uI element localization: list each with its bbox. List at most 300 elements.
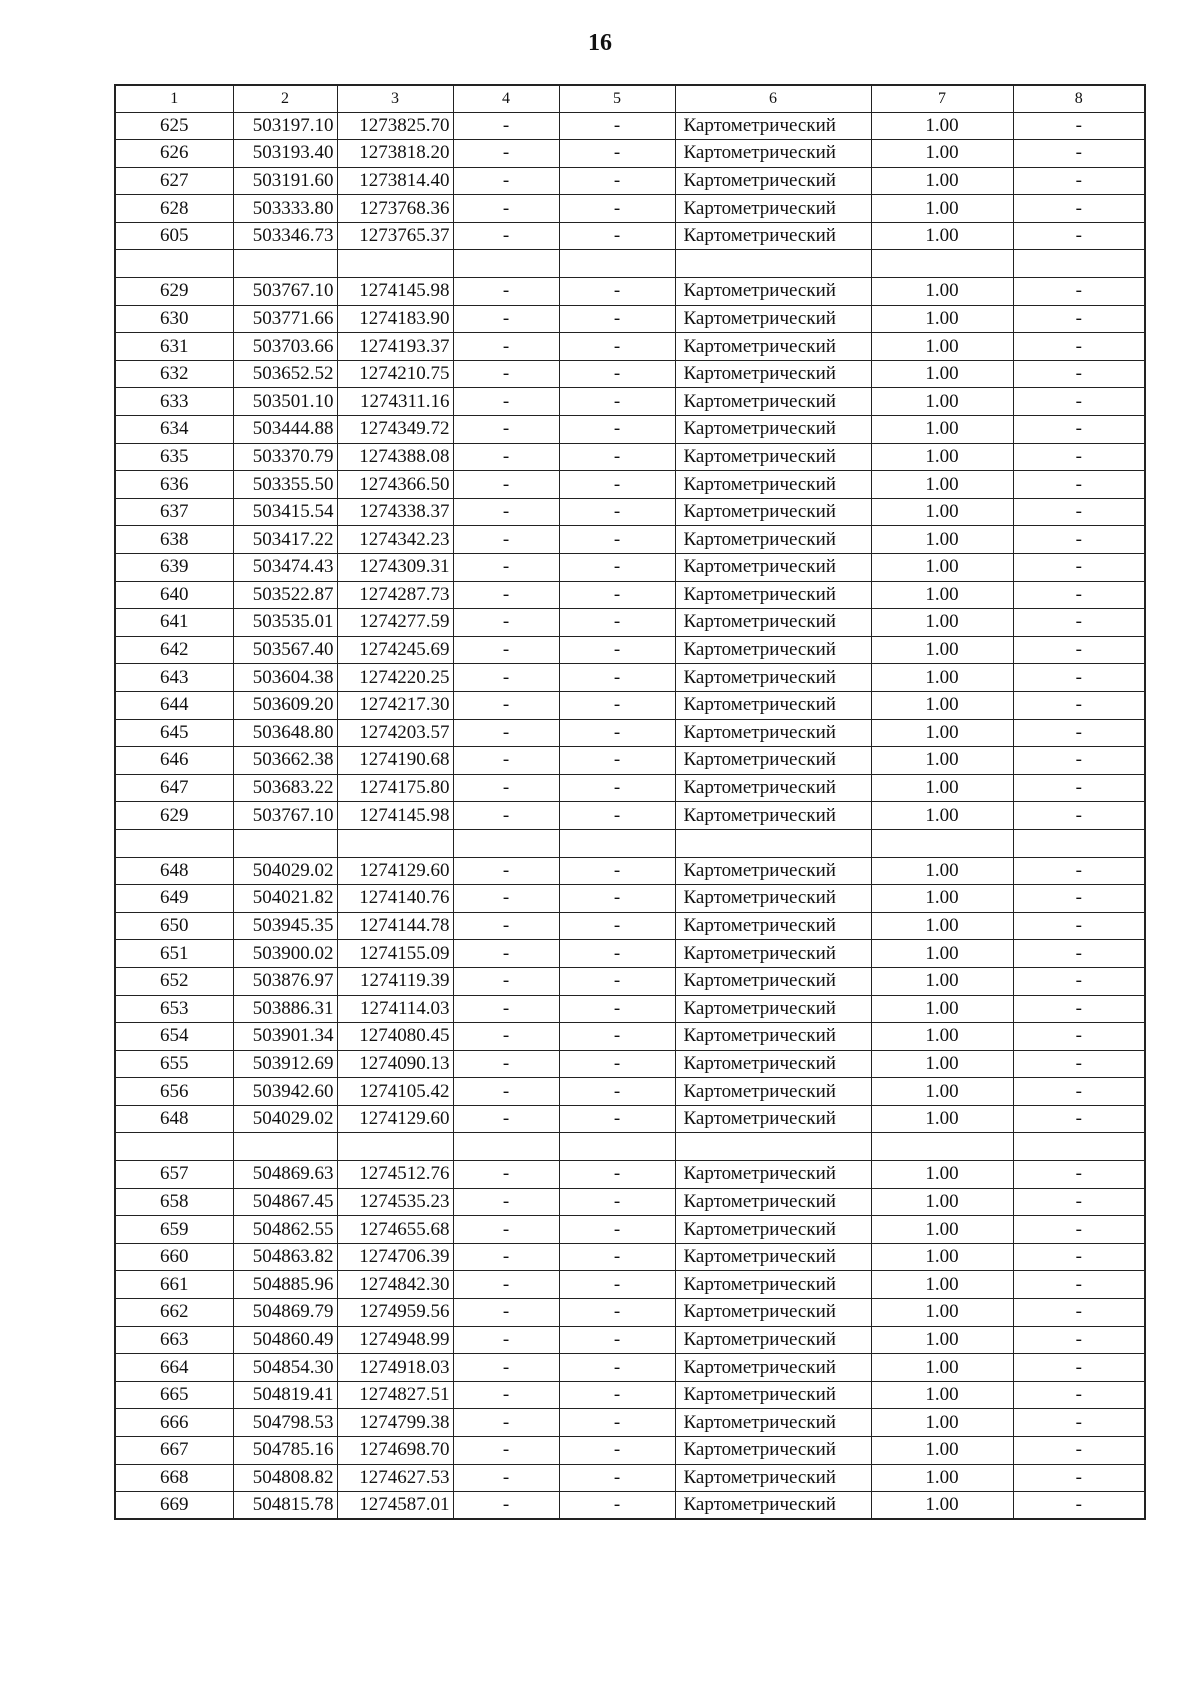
table-row <box>115 416 1145 444</box>
point-number-cell: 663 <box>115 1326 233 1354</box>
method-cell: Картометрический <box>675 554 871 582</box>
point-number-cell: 629 <box>115 278 233 306</box>
method-cell: Картометрический <box>675 471 871 499</box>
table-row <box>115 222 1145 250</box>
method-cell: Картометрический <box>675 112 871 140</box>
column-8-cell: - <box>1013 1050 1145 1078</box>
column-5-cell: - <box>559 305 675 333</box>
table-row <box>115 609 1145 637</box>
table-row <box>115 1409 1145 1437</box>
column-5-cell: - <box>559 747 675 775</box>
column-4-cell: - <box>453 636 559 664</box>
accuracy-cell: 1.00 <box>871 967 1013 995</box>
column-5-cell: - <box>559 1216 675 1244</box>
column-5-cell: - <box>559 443 675 471</box>
point-number-cell <box>115 250 233 278</box>
column-5-cell: - <box>559 967 675 995</box>
column-8-cell: - <box>1013 636 1145 664</box>
table-row <box>115 967 1145 995</box>
column-5-cell: - <box>559 1050 675 1078</box>
column-5-cell: - <box>559 664 675 692</box>
column-5-cell: - <box>559 1492 675 1520</box>
header-cell-1: 1 <box>115 85 233 112</box>
table-row <box>115 1216 1145 1244</box>
x-coordinate-cell: 503333.80 <box>233 195 337 223</box>
y-coordinate-cell: 1273765.37 <box>337 222 453 250</box>
y-coordinate-cell: 1274827.51 <box>337 1381 453 1409</box>
column-8-cell: - <box>1013 581 1145 609</box>
x-coordinate-cell: 503767.10 <box>233 802 337 830</box>
y-coordinate-cell: 1273825.70 <box>337 112 453 140</box>
x-coordinate-cell: 503942.60 <box>233 1078 337 1106</box>
method-cell: Картометрический <box>675 940 871 968</box>
x-coordinate-cell: 503197.10 <box>233 112 337 140</box>
point-number-cell: 625 <box>115 112 233 140</box>
accuracy-cell: 1.00 <box>871 388 1013 416</box>
y-coordinate-cell: 1274140.76 <box>337 885 453 913</box>
column-8-cell: - <box>1013 609 1145 637</box>
point-number-cell: 665 <box>115 1381 233 1409</box>
x-coordinate-cell: 503945.35 <box>233 912 337 940</box>
column-5-cell: - <box>559 885 675 913</box>
column-5-cell: - <box>559 581 675 609</box>
column-5-cell: - <box>559 498 675 526</box>
header-cell-2: 2 <box>233 85 337 112</box>
table-row <box>115 1023 1145 1051</box>
column-8-cell: - <box>1013 278 1145 306</box>
column-4-cell: - <box>453 1078 559 1106</box>
point-number-cell: 648 <box>115 1105 233 1133</box>
column-4-cell: - <box>453 471 559 499</box>
table-row <box>115 691 1145 719</box>
column-8-cell: - <box>1013 1078 1145 1106</box>
table-row <box>115 747 1145 775</box>
x-coordinate-cell: 503444.88 <box>233 416 337 444</box>
column-4-cell: - <box>453 967 559 995</box>
point-number-cell: 634 <box>115 416 233 444</box>
column-8-cell: - <box>1013 912 1145 940</box>
accuracy-cell: 1.00 <box>871 222 1013 250</box>
y-coordinate-cell: 1274535.23 <box>337 1188 453 1216</box>
accuracy-cell: 1.00 <box>871 167 1013 195</box>
y-coordinate-cell: 1274959.56 <box>337 1299 453 1327</box>
method-cell: Картометрический <box>675 1161 871 1189</box>
x-coordinate-cell: 504798.53 <box>233 1409 337 1437</box>
column-8-cell: - <box>1013 1188 1145 1216</box>
table-row <box>115 305 1145 333</box>
column-8-cell: - <box>1013 940 1145 968</box>
table-row <box>115 1299 1145 1327</box>
x-coordinate-cell: 503912.69 <box>233 1050 337 1078</box>
point-number-cell <box>115 1133 233 1161</box>
y-coordinate-cell <box>337 1133 453 1161</box>
column-8-cell: - <box>1013 967 1145 995</box>
method-cell: Картометрический <box>675 967 871 995</box>
accuracy-cell: 1.00 <box>871 691 1013 719</box>
point-number-cell: 635 <box>115 443 233 471</box>
page-number: 16 <box>588 30 612 56</box>
table-row <box>115 995 1145 1023</box>
accuracy-cell: 1.00 <box>871 1188 1013 1216</box>
method-cell: Картометрический <box>675 1216 871 1244</box>
column-5-cell: - <box>559 554 675 582</box>
column-4-cell <box>453 1133 559 1161</box>
y-coordinate-cell: 1274311.16 <box>337 388 453 416</box>
x-coordinate-cell: 504819.41 <box>233 1381 337 1409</box>
y-coordinate-cell: 1274090.13 <box>337 1050 453 1078</box>
table-row <box>115 802 1145 830</box>
method-cell: Картометрический <box>675 609 871 637</box>
y-coordinate-cell: 1274155.09 <box>337 940 453 968</box>
column-4-cell <box>453 829 559 857</box>
table-row <box>115 719 1145 747</box>
point-number-cell: 668 <box>115 1464 233 1492</box>
point-number-cell: 645 <box>115 719 233 747</box>
column-8-cell: - <box>1013 140 1145 168</box>
column-5-cell: - <box>559 195 675 223</box>
point-number-cell: 627 <box>115 167 233 195</box>
method-cell: Картометрический <box>675 581 871 609</box>
point-number-cell: 653 <box>115 995 233 1023</box>
column-4-cell: - <box>453 1381 559 1409</box>
column-4-cell: - <box>453 333 559 361</box>
method-cell: Картометрический <box>675 1354 871 1382</box>
method-cell: Картометрический <box>675 885 871 913</box>
column-5-cell: - <box>559 1188 675 1216</box>
x-coordinate-cell <box>233 1133 337 1161</box>
x-coordinate-cell: 503193.40 <box>233 140 337 168</box>
accuracy-cell: 1.00 <box>871 1161 1013 1189</box>
column-5-cell: - <box>559 774 675 802</box>
column-4-cell: - <box>453 1243 559 1271</box>
x-coordinate-cell: 504815.78 <box>233 1492 337 1520</box>
x-coordinate-cell: 503876.97 <box>233 967 337 995</box>
x-coordinate-cell: 503604.38 <box>233 664 337 692</box>
column-5-cell: - <box>559 1326 675 1354</box>
column-4-cell: - <box>453 940 559 968</box>
column-8-cell: - <box>1013 995 1145 1023</box>
table-row <box>115 333 1145 361</box>
column-4-cell: - <box>453 609 559 637</box>
table-row <box>115 526 1145 554</box>
method-cell: Картометрический <box>675 1243 871 1271</box>
column-5-cell: - <box>559 1243 675 1271</box>
column-8-cell: - <box>1013 498 1145 526</box>
accuracy-cell: 1.00 <box>871 554 1013 582</box>
table-row <box>115 167 1145 195</box>
table-row <box>115 1437 1145 1465</box>
x-coordinate-cell: 503901.34 <box>233 1023 337 1051</box>
column-8-cell: - <box>1013 333 1145 361</box>
accuracy-cell <box>871 250 1013 278</box>
column-4-cell: - <box>453 360 559 388</box>
accuracy-cell: 1.00 <box>871 278 1013 306</box>
table-row <box>115 1243 1145 1271</box>
y-coordinate-cell: 1273814.40 <box>337 167 453 195</box>
column-4-cell: - <box>453 195 559 223</box>
column-4-cell: - <box>453 1023 559 1051</box>
y-coordinate-cell: 1274080.45 <box>337 1023 453 1051</box>
y-coordinate-cell: 1274105.42 <box>337 1078 453 1106</box>
method-cell: Картометрический <box>675 664 871 692</box>
column-8-cell: - <box>1013 526 1145 554</box>
y-coordinate-cell: 1274145.98 <box>337 278 453 306</box>
accuracy-cell: 1.00 <box>871 912 1013 940</box>
column-8-cell: - <box>1013 305 1145 333</box>
column-4-cell: - <box>453 1050 559 1078</box>
table-row <box>115 774 1145 802</box>
x-coordinate-cell: 503683.22 <box>233 774 337 802</box>
method-cell: Картометрический <box>675 195 871 223</box>
column-5-cell: - <box>559 1078 675 1106</box>
column-4-cell: - <box>453 1161 559 1189</box>
method-cell: Картометрический <box>675 1078 871 1106</box>
column-4-cell: - <box>453 581 559 609</box>
table-body <box>115 85 1145 1519</box>
accuracy-cell: 1.00 <box>871 719 1013 747</box>
table-row <box>115 636 1145 664</box>
column-4-cell: - <box>453 112 559 140</box>
column-4-cell: - <box>453 498 559 526</box>
table-row <box>115 1354 1145 1382</box>
y-coordinate-cell: 1274366.50 <box>337 471 453 499</box>
point-number-cell: 647 <box>115 774 233 802</box>
x-coordinate-cell: 504808.82 <box>233 1464 337 1492</box>
column-4-cell: - <box>453 1299 559 1327</box>
method-cell: Картометрический <box>675 1437 871 1465</box>
x-coordinate-cell: 504885.96 <box>233 1271 337 1299</box>
x-coordinate-cell: 503886.31 <box>233 995 337 1023</box>
point-number-cell: 605 <box>115 222 233 250</box>
y-coordinate-cell: 1274698.70 <box>337 1437 453 1465</box>
column-5-cell: - <box>559 857 675 885</box>
table-row <box>115 912 1145 940</box>
column-5-cell: - <box>559 1299 675 1327</box>
column-5-cell: - <box>559 360 675 388</box>
accuracy-cell: 1.00 <box>871 857 1013 885</box>
column-4-cell: - <box>453 1409 559 1437</box>
y-coordinate-cell <box>337 829 453 857</box>
method-cell: Картометрический <box>675 526 871 554</box>
column-8-cell: - <box>1013 747 1145 775</box>
column-8-cell <box>1013 829 1145 857</box>
method-cell: Картометрический <box>675 1326 871 1354</box>
x-coordinate-cell: 504860.49 <box>233 1326 337 1354</box>
x-coordinate-cell: 504862.55 <box>233 1216 337 1244</box>
column-4-cell: - <box>453 526 559 554</box>
column-4-cell: - <box>453 802 559 830</box>
column-8-cell: - <box>1013 388 1145 416</box>
column-4-cell: - <box>453 1492 559 1520</box>
column-4-cell: - <box>453 1354 559 1382</box>
column-5-cell: - <box>559 388 675 416</box>
accuracy-cell: 1.00 <box>871 995 1013 1023</box>
y-coordinate-cell: 1274706.39 <box>337 1243 453 1271</box>
column-5-cell: - <box>559 416 675 444</box>
accuracy-cell: 1.00 <box>871 526 1013 554</box>
method-cell: Картометрический <box>675 360 871 388</box>
column-4-cell: - <box>453 664 559 692</box>
point-number-cell: 662 <box>115 1299 233 1327</box>
accuracy-cell: 1.00 <box>871 1078 1013 1106</box>
point-number-cell: 652 <box>115 967 233 995</box>
accuracy-cell: 1.00 <box>871 498 1013 526</box>
y-coordinate-cell: 1274799.38 <box>337 1409 453 1437</box>
y-coordinate-cell: 1274338.37 <box>337 498 453 526</box>
x-coordinate-cell: 503417.22 <box>233 526 337 554</box>
y-coordinate-cell: 1274129.60 <box>337 857 453 885</box>
y-coordinate-cell: 1274512.76 <box>337 1161 453 1189</box>
accuracy-cell: 1.00 <box>871 1105 1013 1133</box>
accuracy-cell: 1.00 <box>871 195 1013 223</box>
x-coordinate-cell: 503346.73 <box>233 222 337 250</box>
point-number-cell: 633 <box>115 388 233 416</box>
table-row <box>115 581 1145 609</box>
y-coordinate-cell: 1273768.36 <box>337 195 453 223</box>
accuracy-cell: 1.00 <box>871 581 1013 609</box>
column-8-cell <box>1013 1133 1145 1161</box>
method-cell <box>675 1133 871 1161</box>
method-cell: Картометрический <box>675 1271 871 1299</box>
header-cell-6: 6 <box>675 85 871 112</box>
y-coordinate-cell: 1274114.03 <box>337 995 453 1023</box>
point-number-cell: 658 <box>115 1188 233 1216</box>
accuracy-cell: 1.00 <box>871 664 1013 692</box>
table-row <box>115 857 1145 885</box>
column-5-cell: - <box>559 333 675 361</box>
y-coordinate-cell: 1274190.68 <box>337 747 453 775</box>
column-8-cell: - <box>1013 1464 1145 1492</box>
accuracy-cell <box>871 829 1013 857</box>
x-coordinate-cell: 503191.60 <box>233 167 337 195</box>
y-coordinate-cell: 1274217.30 <box>337 691 453 719</box>
y-coordinate-cell: 1274655.68 <box>337 1216 453 1244</box>
point-number-cell: 631 <box>115 333 233 361</box>
method-cell: Картометрический <box>675 995 871 1023</box>
y-coordinate-cell: 1274342.23 <box>337 526 453 554</box>
column-4-cell: - <box>453 278 559 306</box>
accuracy-cell: 1.00 <box>871 1409 1013 1437</box>
column-4-cell: - <box>453 691 559 719</box>
column-4-cell: - <box>453 1271 559 1299</box>
table-row <box>115 250 1145 278</box>
column-8-cell: - <box>1013 885 1145 913</box>
header-cell-3: 3 <box>337 85 453 112</box>
x-coordinate-cell: 503703.66 <box>233 333 337 361</box>
table-row <box>115 278 1145 306</box>
table-row <box>115 1161 1145 1189</box>
x-coordinate-cell: 504785.16 <box>233 1437 337 1465</box>
column-5-cell: - <box>559 995 675 1023</box>
table-row <box>115 1188 1145 1216</box>
accuracy-cell: 1.00 <box>871 416 1013 444</box>
method-cell: Картометрический <box>675 167 871 195</box>
column-4-cell <box>453 250 559 278</box>
accuracy-cell: 1.00 <box>871 140 1013 168</box>
point-number-cell: 649 <box>115 885 233 913</box>
y-coordinate-cell: 1274129.60 <box>337 1105 453 1133</box>
column-4-cell: - <box>453 167 559 195</box>
column-4-cell: - <box>453 885 559 913</box>
table-row <box>115 1105 1145 1133</box>
accuracy-cell: 1.00 <box>871 940 1013 968</box>
point-number-cell: 656 <box>115 1078 233 1106</box>
column-8-cell <box>1013 250 1145 278</box>
accuracy-cell: 1.00 <box>871 1437 1013 1465</box>
column-4-cell: - <box>453 305 559 333</box>
y-coordinate-cell: 1274210.75 <box>337 360 453 388</box>
column-5-cell: - <box>559 1464 675 1492</box>
column-8-cell: - <box>1013 664 1145 692</box>
column-5-cell: - <box>559 609 675 637</box>
point-number-cell: 640 <box>115 581 233 609</box>
table-row <box>115 1078 1145 1106</box>
accuracy-cell: 1.00 <box>871 885 1013 913</box>
column-4-cell: - <box>453 416 559 444</box>
method-cell: Картометрический <box>675 1464 871 1492</box>
column-8-cell: - <box>1013 443 1145 471</box>
point-number-cell: 667 <box>115 1437 233 1465</box>
accuracy-cell: 1.00 <box>871 802 1013 830</box>
method-cell <box>675 250 871 278</box>
table-row <box>115 1381 1145 1409</box>
column-8-cell: - <box>1013 1354 1145 1382</box>
column-5-cell <box>559 829 675 857</box>
column-4-cell: - <box>453 388 559 416</box>
y-coordinate-cell: 1274144.78 <box>337 912 453 940</box>
table-row <box>115 1271 1145 1299</box>
column-8-cell: - <box>1013 1271 1145 1299</box>
x-coordinate-cell: 503900.02 <box>233 940 337 968</box>
column-5-cell: - <box>559 140 675 168</box>
x-coordinate-cell: 503370.79 <box>233 443 337 471</box>
y-coordinate-cell: 1274277.59 <box>337 609 453 637</box>
column-5-cell: - <box>559 691 675 719</box>
column-4-cell: - <box>453 554 559 582</box>
x-coordinate-cell: 504021.82 <box>233 885 337 913</box>
table-row <box>115 885 1145 913</box>
y-coordinate-cell: 1274918.03 <box>337 1354 453 1382</box>
method-cell: Картометрический <box>675 857 871 885</box>
column-8-cell: - <box>1013 112 1145 140</box>
column-8-cell: - <box>1013 857 1145 885</box>
y-coordinate-cell <box>337 250 453 278</box>
x-coordinate-cell <box>233 250 337 278</box>
method-cell <box>675 829 871 857</box>
x-coordinate-cell: 504867.45 <box>233 1188 337 1216</box>
x-coordinate-cell: 504029.02 <box>233 857 337 885</box>
point-number-cell: 651 <box>115 940 233 968</box>
column-8-cell: - <box>1013 1299 1145 1327</box>
table-row <box>115 1050 1145 1078</box>
x-coordinate-cell: 503522.87 <box>233 581 337 609</box>
column-4-cell: - <box>453 747 559 775</box>
point-number-cell: 630 <box>115 305 233 333</box>
x-coordinate-cell <box>233 829 337 857</box>
column-8-cell: - <box>1013 1326 1145 1354</box>
accuracy-cell: 1.00 <box>871 305 1013 333</box>
accuracy-cell: 1.00 <box>871 609 1013 637</box>
point-number-cell: 626 <box>115 140 233 168</box>
column-8-cell: - <box>1013 195 1145 223</box>
column-4-cell: - <box>453 774 559 802</box>
accuracy-cell: 1.00 <box>871 636 1013 664</box>
table-row <box>115 1133 1145 1161</box>
accuracy-cell: 1.00 <box>871 774 1013 802</box>
x-coordinate-cell: 503609.20 <box>233 691 337 719</box>
column-4-cell: - <box>453 222 559 250</box>
header-cell-5: 5 <box>559 85 675 112</box>
